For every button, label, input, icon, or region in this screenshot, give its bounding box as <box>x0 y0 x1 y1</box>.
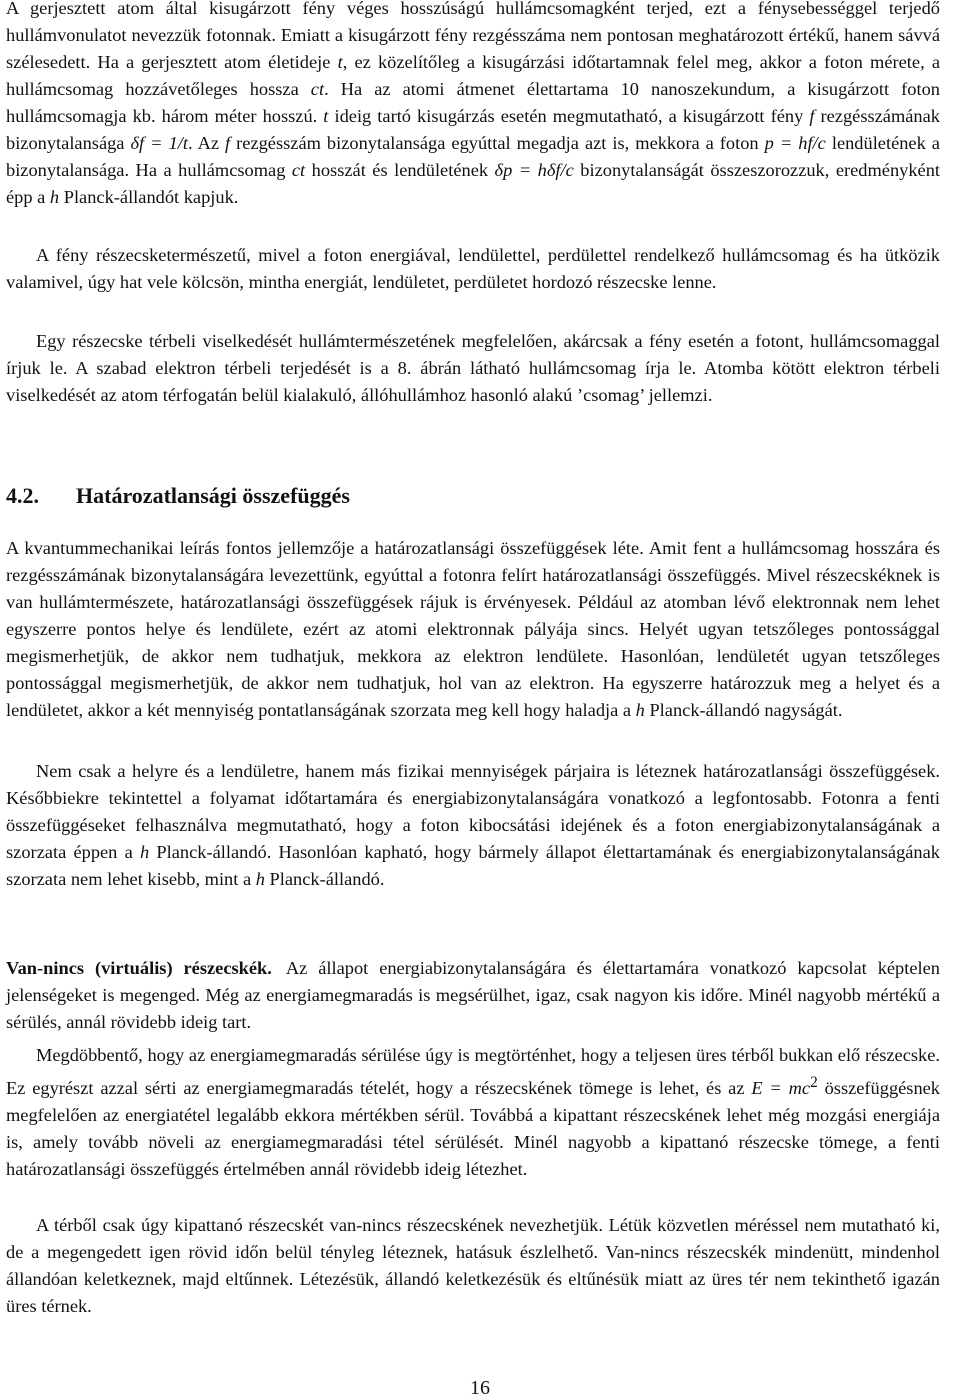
run-in-heading: Van-nincs (virtuális) részecskék. <box>6 958 272 978</box>
page-number: 16 <box>470 1377 490 1399</box>
math-symbol: h <box>139 842 150 862</box>
text-run: . Az <box>187 133 226 153</box>
math-symbol: t <box>323 106 329 126</box>
text-run: összefüggésnek megfelelően az energiatétel legalább ekkora mértékben sérül. Továbbá a kipattant részecskének lehet még mozgási energiája is, amely tovább növeli az energiamegmaradási tétel sérülését. Minél nagyobb a kipattanó részecske tömege, a fenti határozatlansági összefüggés értelmében annál rövidebb ideig létezhet. <box>6 1078 941 1180</box>
text-run: Az állapot energiabizonytalanságára és élettartamára vonatkozó kapcsolat képtelen jelenségeket is megenged. Még az energiamegmaradás is megsérülhet, igaz, csak nagyon kis időre. Minél nagyobb mértékű a sérülés, annál rövidebb ideig tart. <box>6 958 940 1032</box>
paragraph-energy-violation <box>6 1042 940 1183</box>
section-number: 4.2. <box>6 483 39 508</box>
math-symbol: h <box>49 187 60 207</box>
text-run: Planck-állandó. <box>264 869 385 889</box>
math-formula: E = mc <box>751 1078 811 1099</box>
section-heading <box>6 481 350 511</box>
text-run: lendületének a bizonytalansága. Ha a hullámcsomag <box>6 133 940 180</box>
text-run: Nem csak a helyre és a lendületre, hanem más fizikai mennyiségek párjaira is léteznek határozatlansági összefüggések. Későbbiekre tekintettel a folyamat időtartamára és energiabizonytalanságára vonatkozó a legfontosabb. Fotonra a fenti összefüggéseket felhasználva megmutatható, hogy a foton kibocsátási idejének és a foton energiabizonytalanságának a szorzata éppen a <box>6 761 940 862</box>
math-formula: δf = 1/t <box>130 133 188 153</box>
text-run: hosszát és lendületének <box>305 160 495 180</box>
math-symbol: ct <box>310 79 325 99</box>
paragraph-photon-wavepacket <box>6 0 940 211</box>
math-symbol: f <box>225 133 231 153</box>
math-symbol: t <box>337 52 343 72</box>
math-superscript: 2 <box>810 1074 818 1091</box>
text-run: Planck-állandó. Hasonlóan kapható, hogy bármely állapot élettartamának és energiabizonytalanságának szorzata nem lehet kisebb, mint a <box>6 842 940 889</box>
text-run: Planck-állandót kapjuk. <box>59 187 239 207</box>
text-run: , ez közelítőleg a kisugárzási időtartamnak felel meg, akkor a foton mérete, a hullámcsomag hozzávetőleges hossza <box>6 52 941 99</box>
math-symbol: h <box>255 869 265 889</box>
paragraph-virtual-particles <box>6 955 940 1036</box>
text-run: rezgésszám bizonytalansága egyúttal megadja azt is, mekkora a foton <box>230 133 765 153</box>
math-symbol: h <box>635 700 645 720</box>
section-title: Határozatlansági összefüggés <box>76 483 350 508</box>
text-run: . Ha az atomi átmenet élettartama 10 nanoszekundum, a kisugárzott foton hullámcsomagja kb. három méter hosszú. <box>6 79 941 126</box>
paragraph-particle-wavepacket: Egy részecske térbeli viselkedését hullámtermészetének megfelelően, akárcsak a fény esetén a fotont, hullámcsomaggal írjuk le. A szabad elektron térbeli terjedését is a 8. ábrán látható hullámcsomag írja le. Atomba kötött elektron térbeli viselkedését az atom térfogatán belül kialakuló, állóhullámhoz hasonló alakú ’csomag’ jellemzi. <box>6 331 940 405</box>
paragraph-uncertainty-intro <box>6 535 940 724</box>
text-run: bizonytalanságát összeszorozzuk, eredményként épp a <box>6 160 941 207</box>
math-symbol: f <box>809 106 815 126</box>
text-run: Megdöbbentő, hogy az energiamegmaradás sérülése úgy is megtörténhet, hogy a teljesen üres térből bukkan elő részecske. Ez egyrészt azzal sérti az energiamegmaradás tételét, hogy a részecskének tömege is lehet, és az <box>6 1045 940 1099</box>
text-run: rezgésszámának bizonytalansága <box>6 106 940 153</box>
text-run: Planck-állandó nagyságát. <box>644 700 843 720</box>
paragraph-particle-nature: A fény részecsketermészetű, mivel a foton energiával, lendülettel, perdülettel rendelkező hullámcsomag és ha ütközik valamivel, úgy hat vele kölcsön, mintha energiát, lendületet, perdületet hordozó részecske lenne. <box>6 245 940 292</box>
math-formula: δp = hδf/c <box>494 160 574 180</box>
text-run: ideig tartó kisugárzás esetén megmutatható, a kisugárzott fény <box>328 106 810 126</box>
paragraph-energy-time <box>6 758 940 893</box>
paragraph-empty-space: A térből csak úgy kipattanó részecskét van-nincs részecskének nevezhetjük. Létük közvetlen méréssel nem mutatható ki, de a megengedett igen rövid időn belül tényleg léteznek, hatásuk észlelhető. Van-nincs részecskék mindenütt, mindenhol állandóan keletkeznek, majd eltűnnek. Létezésük, állandó keletkezésük és eltűnésük miatt az üres tér nem tekinthető igazán üres térnek. <box>6 1215 940 1316</box>
math-formula: p = hf/c <box>764 133 826 153</box>
text-run: A gerjesztett atom által kisugárzott fény véges hosszúságú hullámcsomagként terjed, ezt a fénysebességgel terjedő hullámvonulatot nevezzük fotonnak. Emiatt a kisugárzott fény rezgésszáma nem pontosan meghatározott értékű, hanem sávvá szélesedett. Ha a gerjesztett atom életideje <box>6 0 940 72</box>
math-symbol: ct <box>291 160 306 180</box>
text-run: A kvantummechanikai leírás fontos jellemzője a határozatlansági összefüggések léte. Amit fent a hullámcsomag hosszára és rezgésszámának bizonytalanságára levezettünk, egyúttal a fotonra felírt határozatlansági összefüggés. Mivel részecskéknek is van hullámtermészete, határozatlansági összefüggések rájuk is érvényesek. Például az atomban lévő elektronnak nem lehet egyszerre pontos helye és lendülete, ezért az atomi elektronnak pályája sincs. Helyét ugyan tetszőleges pontossággal megismerhetjük, de akkor nem tudhatjuk, mekkora az elektron lendülete. Hasonlóan, lendületét ugyan tetszőleges pontossággal megismerhetjük, de akkor nem tudhatjuk, hol van az elektron. Ha egyszerre határozzuk meg a helyet és a lendületet, akkor a két mennyiség pontatlanságának szorzata meg kell hogy haladja a <box>6 538 940 720</box>
